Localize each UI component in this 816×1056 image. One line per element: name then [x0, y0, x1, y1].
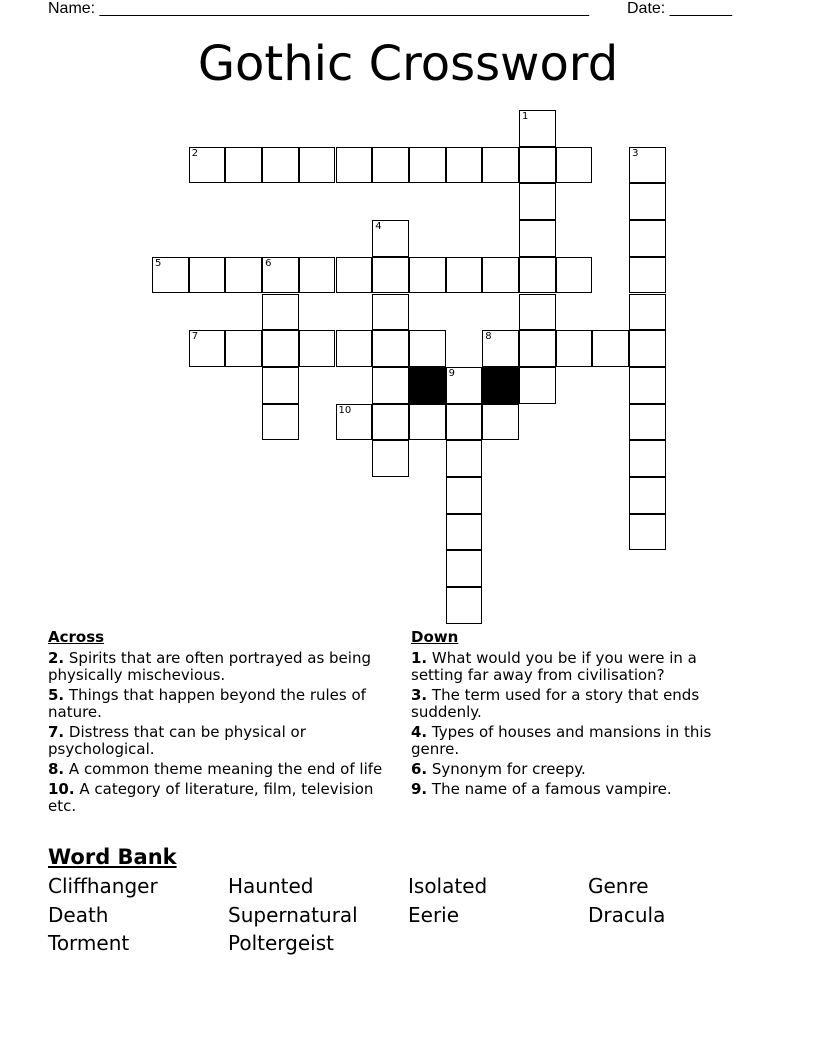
grid-cell[interactable] — [629, 440, 666, 477]
grid-cell[interactable] — [446, 587, 483, 624]
down-clue — [411, 687, 751, 721]
grid-cell[interactable] — [372, 330, 409, 367]
grid-cell[interactable] — [189, 330, 226, 367]
word-bank-item: Dracula — [588, 902, 666, 927]
word-bank-item: Supernatural — [228, 902, 358, 927]
grid-cell[interactable] — [629, 404, 666, 441]
clue-text: A category of literature, film, television etc. — [48, 780, 374, 815]
word-bank-item: Genre — [588, 874, 649, 898]
grid-cell[interactable] — [482, 404, 519, 441]
down-clue-list — [411, 650, 751, 798]
grid-cell[interactable] — [482, 257, 519, 294]
grid-cell[interactable] — [629, 294, 666, 331]
clue-number: 8 — [485, 331, 492, 343]
grid-cell[interactable] — [372, 257, 409, 294]
grid-cell[interactable] — [372, 294, 409, 331]
grid-cell[interactable] — [299, 257, 336, 294]
clue-text: Spirits that are often portrayed as being physically mischevious. — [48, 649, 371, 684]
clue-number: 8. — [48, 760, 65, 778]
grid-cell[interactable] — [446, 440, 483, 477]
grid-cell[interactable] — [225, 147, 262, 184]
clue-number: 3. — [411, 686, 428, 704]
grid-cell[interactable] — [372, 147, 409, 184]
grid-cell[interactable] — [482, 330, 519, 367]
grid-cell[interactable] — [225, 257, 262, 294]
grid-cell[interactable] — [482, 147, 519, 184]
grid-cell[interactable] — [446, 477, 483, 514]
grid-cell[interactable] — [299, 330, 336, 367]
down-clues — [411, 629, 751, 801]
grid-cell[interactable] — [629, 257, 666, 294]
grid-cell[interactable] — [519, 257, 556, 294]
grid-cell[interactable] — [336, 257, 373, 294]
grid-cell[interactable] — [262, 257, 299, 294]
grid-cell[interactable] — [336, 147, 373, 184]
grid-cell[interactable] — [262, 367, 299, 404]
grid-cell[interactable] — [189, 257, 226, 294]
grid-cell[interactable] — [629, 514, 666, 551]
across-clue — [48, 781, 388, 815]
grid-cell[interactable] — [519, 110, 556, 147]
grid-cell[interactable] — [189, 147, 226, 184]
grid-cell[interactable] — [519, 294, 556, 331]
grid-cell[interactable] — [629, 183, 666, 220]
across-clue — [48, 761, 388, 778]
grid-cell[interactable] — [409, 147, 446, 184]
across-clues — [48, 629, 388, 818]
clue-text: Distress that can be physical or psychological. — [48, 723, 306, 758]
clue-number: 6 — [265, 257, 272, 269]
grid-cell[interactable] — [629, 330, 666, 367]
grid-cell[interactable] — [519, 147, 556, 184]
word-bank-item: Haunted — [228, 874, 314, 898]
grid-cell[interactable] — [446, 257, 483, 294]
grid-cell[interactable] — [556, 330, 593, 367]
name-field-label: Name: _______________________________________________________ — [48, 0, 589, 17]
grid-cell[interactable] — [409, 404, 446, 441]
clue-number: 10 — [338, 404, 352, 416]
grid-cell[interactable] — [336, 330, 373, 367]
clue-text: Synonym for creepy. — [427, 760, 586, 778]
grid-cell[interactable] — [629, 367, 666, 404]
grid-cell[interactable] — [225, 330, 262, 367]
word-bank-item: Torment — [48, 931, 130, 955]
clue-number: 2 — [191, 147, 199, 159]
grid-cell[interactable] — [556, 147, 593, 184]
grid-cell[interactable] — [262, 330, 299, 367]
grid-cell[interactable] — [372, 440, 409, 477]
grid-cell[interactable] — [409, 330, 446, 367]
word-bank-item: Isolated — [408, 874, 488, 898]
grid-cell[interactable] — [519, 367, 556, 404]
page-title: Gothic Crossword — [197, 36, 619, 92]
word-bank-title: Word Bank — [48, 845, 177, 869]
clue-number: 2. — [48, 649, 65, 667]
clue-number: 5. — [48, 686, 65, 704]
grid-cell[interactable] — [262, 147, 299, 184]
down-clue — [411, 761, 751, 778]
clue-text: Types of houses and mansions in this genre. — [411, 723, 712, 758]
grid-cell[interactable] — [519, 330, 556, 367]
grid-cell[interactable] — [446, 147, 483, 184]
grid-cell[interactable] — [299, 147, 336, 184]
grid-cell[interactable] — [629, 220, 666, 257]
clue-number: 6. — [411, 760, 428, 778]
down-clue — [411, 724, 751, 758]
clue-number: 7 — [191, 331, 199, 343]
grid-cell[interactable] — [372, 404, 409, 441]
grid-cell[interactable] — [446, 514, 483, 551]
clue-text: A common theme meaning the end of life — [64, 760, 383, 778]
grid-cell-black — [409, 367, 446, 404]
down-clue — [411, 781, 751, 798]
down-clue — [411, 650, 751, 684]
clue-text: What would you be if you were in a setting far away from civilisation? — [411, 649, 697, 684]
word-bank-item: Death — [48, 902, 109, 927]
clue-text: The name of a famous vampire. — [427, 780, 672, 798]
clue-number: 1. — [411, 649, 428, 667]
grid-cell-black — [482, 367, 519, 404]
across-heading: Across — [48, 628, 105, 646]
grid-cell[interactable] — [262, 404, 299, 441]
down-heading: Down — [411, 628, 459, 646]
grid-cell[interactable] — [372, 220, 409, 257]
clue-number: 9. — [411, 780, 428, 798]
word-bank-item: Cliffhanger — [48, 874, 158, 898]
clue-number: 7. — [48, 723, 65, 741]
date-field-label: Date: _______ — [627, 0, 732, 17]
grid-cell[interactable] — [446, 404, 483, 441]
word-bank-item: Poltergeist — [228, 931, 334, 955]
grid-cell[interactable] — [409, 257, 446, 294]
clue-number: 9 — [448, 367, 455, 379]
grid-cell[interactable] — [446, 550, 483, 587]
across-clue — [48, 650, 388, 684]
clue-number: 4. — [411, 723, 428, 741]
clue-text: Things that happen beyond the rules of nature. — [48, 686, 366, 721]
clue-number: 3 — [632, 147, 639, 159]
grid-cell[interactable] — [372, 367, 409, 404]
grid-cell[interactable] — [629, 147, 666, 184]
grid-cell[interactable] — [519, 220, 556, 257]
grid-cell[interactable] — [629, 477, 666, 514]
across-clue — [48, 687, 388, 721]
clue-number: 4 — [375, 221, 382, 233]
word-bank-item: Eerie — [408, 902, 460, 927]
clue-number: 1 — [522, 111, 529, 122]
word-bank — [48, 872, 788, 958]
grid-cell[interactable] — [152, 257, 189, 294]
grid-cell[interactable] — [556, 257, 593, 294]
clue-text: The term used for a story that ends suddenly. — [411, 686, 700, 721]
grid-cell[interactable] — [336, 404, 373, 441]
clue-number: 5 — [155, 257, 162, 269]
across-clue-list — [48, 650, 388, 815]
grid-cell[interactable] — [592, 330, 629, 367]
grid-cell[interactable] — [262, 294, 299, 331]
across-clue — [48, 724, 388, 758]
grid-cell[interactable] — [519, 183, 556, 220]
clue-number: 10. — [48, 780, 75, 798]
grid-cell[interactable] — [446, 367, 483, 404]
